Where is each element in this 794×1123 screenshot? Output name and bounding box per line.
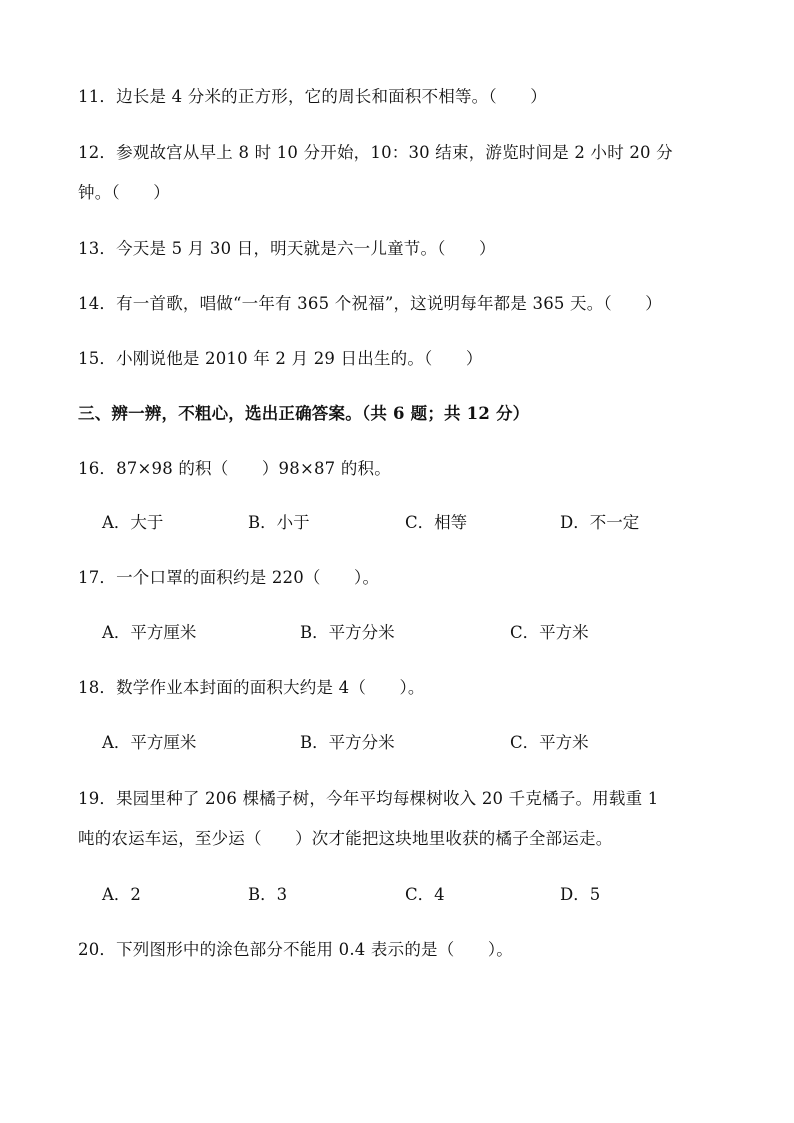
question-15: 15．小刚说他是 2010 年 2 月 29 日出生的。（ ）: [78, 349, 483, 368]
question-12-continuation: 钟。（ ）: [78, 183, 170, 202]
q17-option-c: C．平方米: [510, 623, 589, 642]
question-13: 13．今天是 5 月 30 日，明天就是六一儿童节。（ ）: [78, 239, 496, 258]
question-11: 11．边长是 4 分米的正方形，它的周长和面积不相等。（ ）: [78, 87, 547, 106]
question-17: 17．一个口罩的面积约是 220（ ）。: [78, 568, 380, 587]
q18-option-b: B．平方分米: [300, 733, 395, 752]
q16-option-a: A．大于: [102, 513, 164, 532]
q16-option-c: C．相等: [405, 513, 468, 532]
q19-option-c: C．4: [405, 885, 445, 904]
section-3-title: 三、辨一辨，不粗心，选出正确答案。（共 6 题；共 12 分）: [78, 404, 530, 423]
question-14: 14．有一首歌，唱做“一年有 365 个祝福”，这说明每年都是 365 天。（ ）: [78, 294, 662, 313]
question-16: 16．87×98 的积（ ）98×87 的积。: [78, 459, 391, 478]
q18-option-a: A．平方厘米: [102, 733, 197, 752]
q19-option-a: A．2: [102, 885, 141, 904]
q19-option-b: B．3: [248, 885, 288, 904]
question-12: 12．参观故宫从早上 8 时 10 分开始，10：30 结束，游览时间是 2 小时 20 分: [78, 143, 673, 162]
question-20: 20．下列图形中的涂色部分不能用 0.4 表示的是（ ）。: [78, 940, 513, 959]
q19-option-d: D．5: [560, 885, 601, 904]
q18-option-c: C．平方米: [510, 733, 589, 752]
question-18: 18．数学作业本封面的面积大约是 4（ ）。: [78, 678, 425, 697]
q16-option-b: B．小于: [248, 513, 310, 532]
q17-option-a: A．平方厘米: [102, 623, 197, 642]
question-19-continuation: 吨的农运车运，至少运（ ）次才能把这块地里收获的橘子全部运走。: [78, 829, 613, 848]
q17-option-b: B．平方分米: [300, 623, 395, 642]
q16-option-d: D．不一定: [560, 513, 640, 532]
question-19: 19．果园里种了 206 棵橘子树，今年平均每棵树收入 20 千克橘子。用载重 1: [78, 789, 659, 808]
